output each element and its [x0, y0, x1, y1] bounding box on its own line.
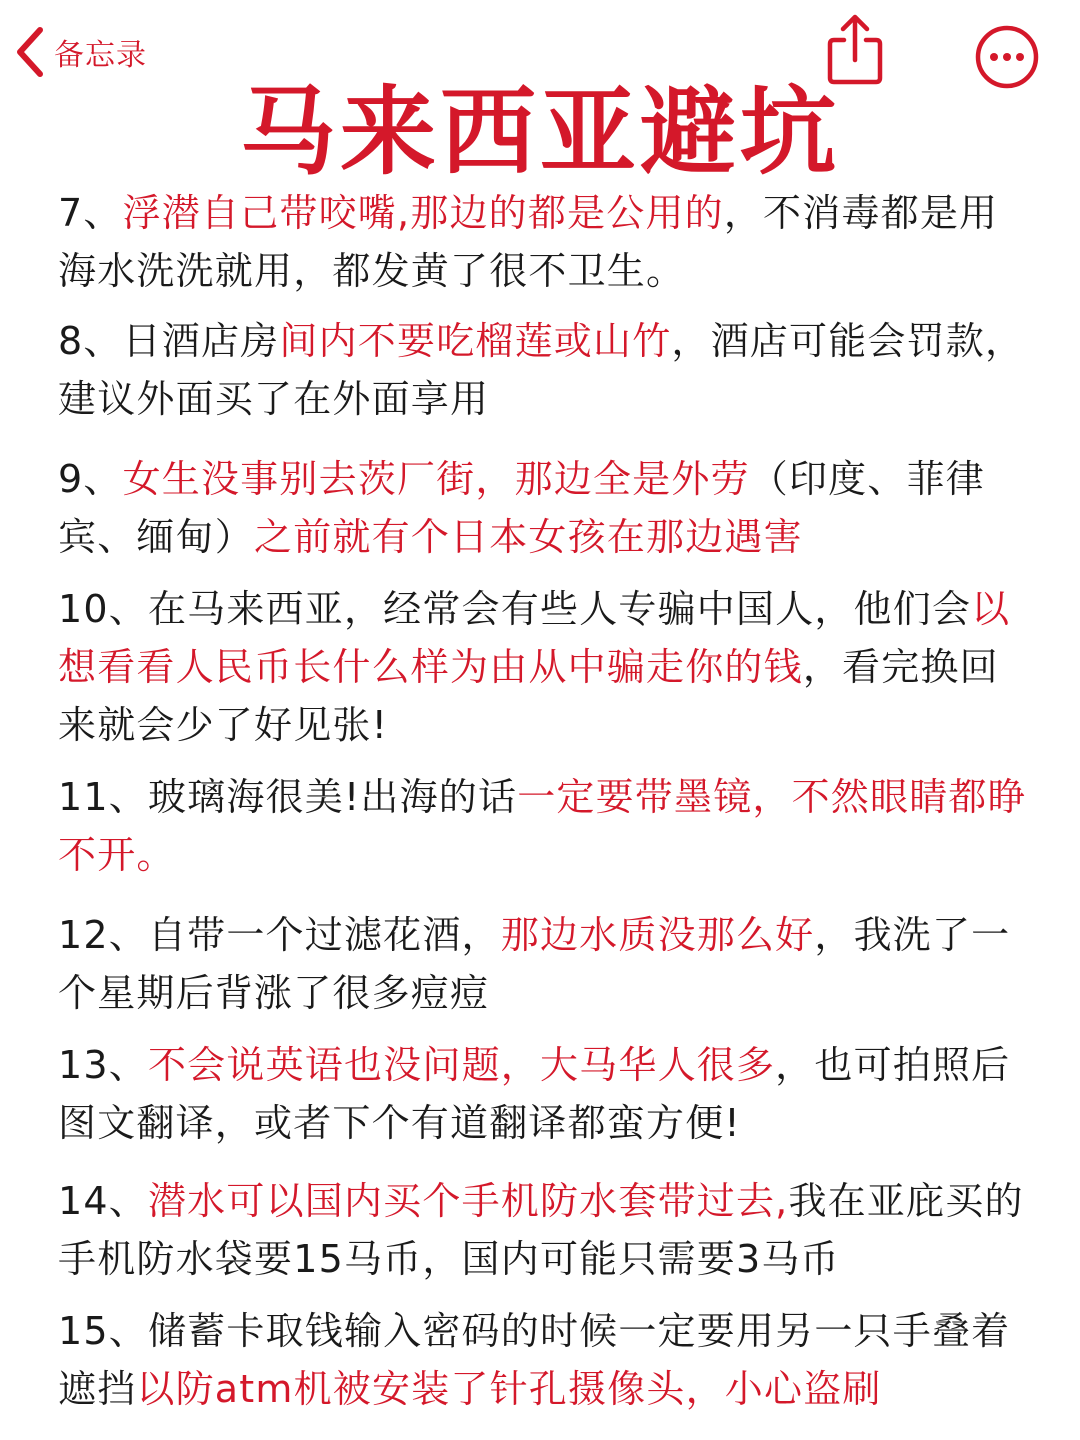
tip-highlight: 浮潜自己带咬嘴,那边的都是公用的 [122, 191, 724, 235]
tip-highlight: 潜水可以国内买个手机防水套带过去, [147, 1179, 789, 1223]
tip-text: 12、自带一个过滤花酒， [58, 913, 501, 957]
tip-10 [58, 580, 1028, 754]
tip-text: 7、 [58, 191, 123, 235]
back-label: 备忘录 [54, 38, 147, 73]
tip-text: 10、在马来西亚，经常会有些人专骗中国人，他们会 [58, 587, 972, 631]
tip-text: ，酒店可能会罚款，建议外面买了在外面享用 [58, 319, 1025, 421]
tip-text: 15、储蓄卡取钱输入密码的时候一定要用另一只手叠着遮挡 [58, 1309, 1011, 1411]
tip-text: 13、 [58, 1043, 148, 1087]
tip-text: ，不消毒都是用海水洗洗就用，都发黄了很不卫生。 [58, 191, 999, 293]
tips-list [58, 184, 1028, 1418]
tip-highlight: 之前就有个日本女孩在那边遇害 [254, 515, 803, 559]
tip-highlight: 不会说英语也没问题，大马华人很多 [147, 1043, 776, 1087]
tip-text: 9、 [58, 457, 123, 501]
tip-highlight: 间内不要吃榴莲或山竹 [279, 319, 672, 363]
tip-highlight: 一定要带墨镜，不然眼睛都睁不开。 [58, 775, 1027, 877]
page-title: 马来西亚避坑 [240, 76, 840, 188]
tip-15 [58, 1302, 1028, 1418]
tip-11 [58, 768, 1028, 884]
tip-highlight: 以防atm机被安装了针孔摄像头，小心盗刷 [136, 1367, 882, 1411]
tip-text: 8、日酒店房 [58, 319, 280, 363]
tip-text: ，也可拍照后图文翻译，或者下个有道翻译都蛮方便! [58, 1043, 1011, 1145]
tip-highlight: 女生没事别去茨厂街，那边全是外劳 [122, 457, 750, 501]
tip-7 [58, 184, 1028, 300]
tip-text: ，看完换回来就会少了好见张! [58, 645, 999, 747]
tip-14 [58, 1172, 1028, 1288]
tip-text: 11、玻璃海很美!出海的话 [58, 775, 518, 819]
tip-12 [58, 906, 1028, 1022]
tip-text: 14、 [58, 1179, 148, 1223]
tip-highlight: 以想看看人民币长什么样为由从中骗走你的钱 [58, 587, 1011, 689]
tip-9 [58, 450, 1028, 566]
tip-text: ，我洗了一个星期后背涨了很多痘痘 [58, 913, 1011, 1015]
tip-13 [58, 1036, 1028, 1152]
tip-text: （印度、菲律宾、缅甸） [58, 457, 985, 559]
tip-8 [58, 312, 1028, 428]
tip-highlight: 那边水质没那么好 [500, 913, 815, 957]
tip-text: 我在亚庇买的手机防水袋要15马币，国内可能只需要3马币 [58, 1179, 1024, 1281]
